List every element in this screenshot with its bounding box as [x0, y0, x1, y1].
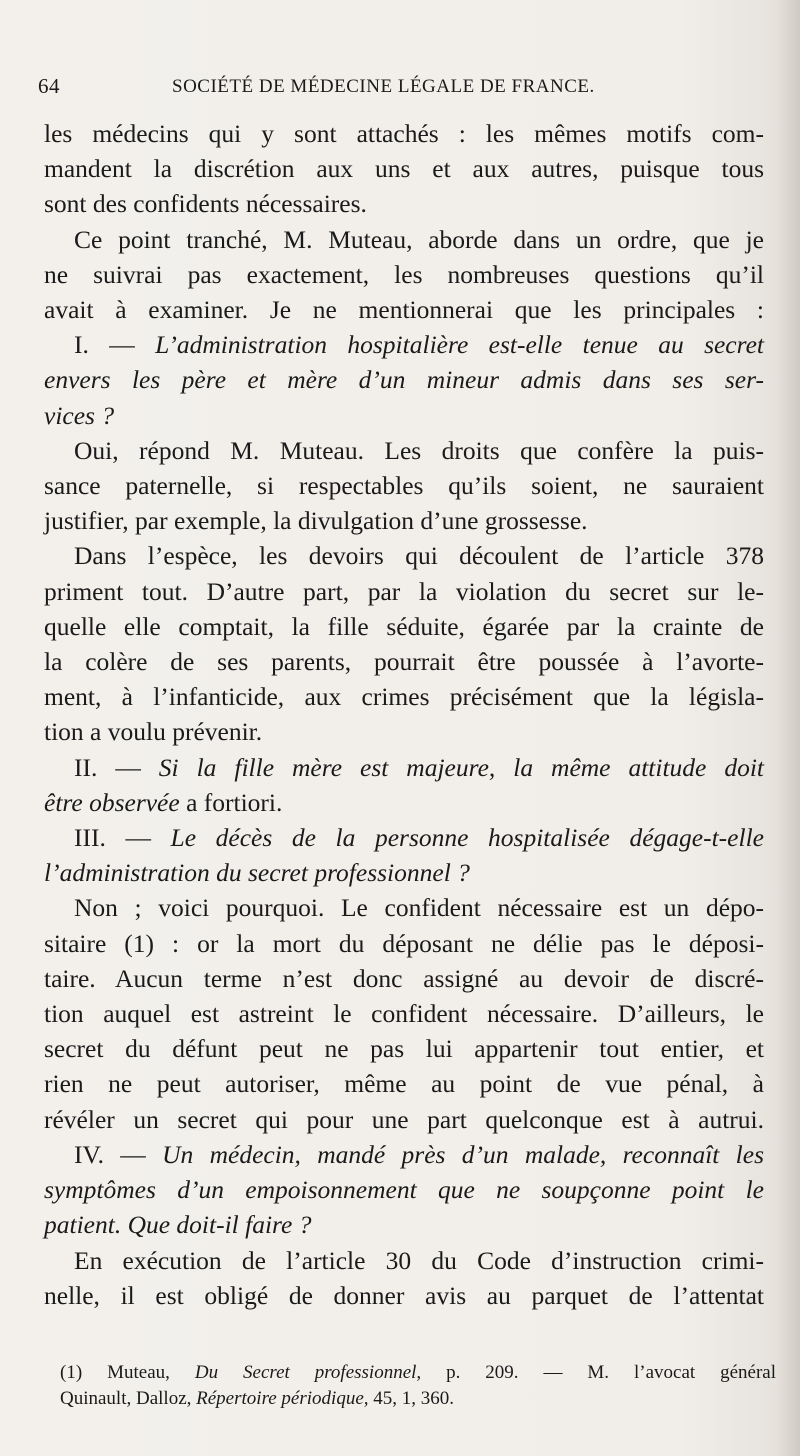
text-line: tion a voulu prévenir.: [44, 717, 263, 747]
text-line: nelle, il est obligé de donner avis au parquet de l’attentat: [44, 1280, 764, 1310]
question-text: Un médecin, mandé près d’un malade, reconnaît les: [162, 1139, 764, 1169]
text-line: les médecins qui y sont attachés : les mêmes motifs com-: [44, 119, 764, 148]
question-text: L’administration hospitalière est-elle tenue au secret: [155, 330, 765, 360]
text-line: ment, à l’infanticide, aux crimes précisément que la législa-: [44, 682, 764, 712]
question-number: IV. —: [74, 1139, 163, 1169]
page-header: [38, 74, 760, 104]
footnotes: [60, 1360, 776, 1412]
footnote-ref: p. 209. — M. l’avocat général: [421, 1362, 777, 1383]
page-number: 64: [38, 74, 60, 98]
text-line: symptômes d’un empoisonnement que ne soupçonne point le: [44, 1175, 764, 1205]
question-number: I. —: [74, 330, 156, 360]
text-line: En exécution de l’article 30 du Code d’instruction crimi-: [74, 1245, 764, 1275]
footnote-line: [60, 1360, 776, 1386]
body-text: [44, 116, 764, 1313]
text-line: Non ; voici pourquoi. Le confident nécessaire est un dépo-: [74, 893, 764, 923]
text-line: quelle elle comptait, la fille séduite, égarée par la crainte de: [44, 611, 764, 641]
text-line: justifier, par exemple, la divulgation d’une grossesse.: [44, 506, 588, 536]
text-line: taire. Aucun terme n’est donc assigné au devoir de discré-: [44, 963, 764, 993]
text-line: [44, 1137, 764, 1172]
text-line: sont des confidents nécessaires.: [44, 189, 367, 219]
text-line: rien ne peut autoriser, même au point de vue pénal, à: [44, 1069, 764, 1099]
text-line: [44, 820, 764, 855]
question-number: II. —: [74, 752, 159, 782]
text-line: avait à examiner. Je ne mentionnerai que les principales :: [44, 295, 764, 325]
footnote-marker: (1): [60, 1362, 83, 1383]
footnote-title: Du Secret professionnel,: [194, 1362, 422, 1383]
text-line: [44, 327, 764, 362]
question-number: III. —: [74, 823, 171, 853]
latin-phrase: a fortiori.: [186, 787, 283, 817]
text-line: sitaire (1) : or la mort du déposant ne délie pas le déposi-: [44, 928, 764, 958]
question-text: être observée: [44, 787, 187, 817]
text-line: secret du défunt peut ne pas lui appartenir tout entier, et: [44, 1034, 764, 1064]
footnote-line: [60, 1386, 776, 1412]
footnote-source: Quinault, Dalloz,: [60, 1388, 197, 1409]
footnote-citation: 45, 1, 360.: [368, 1388, 455, 1409]
text-line: Ce point tranché, M. Muteau, aborde dans un ordre, que je: [74, 224, 764, 254]
footnote-periodical: Répertoire périodique,: [196, 1388, 369, 1409]
text-line: l’administration du secret professionnel ?: [44, 858, 470, 888]
text-line: la colère de ses parents, pourrait être poussée à l’avorte-: [44, 647, 764, 677]
text-line: ne suivrai pas exactement, les nombreuses questions qu’il: [44, 259, 764, 289]
running-title: SOCIÉTÉ DE MÉDECINE LÉGALE DE FRANCE.: [172, 76, 595, 97]
footnote-author: Muteau,: [107, 1362, 170, 1383]
text-line: patient. Que doit-il faire ?: [44, 1210, 312, 1240]
text-line: [44, 750, 764, 785]
question-text: Le décès de la personne hospitalisée dégage-t-elle: [170, 823, 764, 853]
text-line: envers les père et mère d’un mineur admis dans ses ser-: [44, 365, 764, 395]
text-line: vices ?: [44, 400, 115, 430]
text-line: Dans l’espèce, les devoirs qui découlent de l’article 378: [74, 541, 764, 571]
text-line: tion auquel est astreint le confident nécessaire. D’ailleurs, le: [44, 999, 764, 1029]
question-text: Si la fille mère est majeure, la même attitude doit: [158, 752, 764, 782]
text-line: Oui, répond M. Muteau. Les droits que confère la puis-: [74, 435, 764, 465]
text-line: priment tout. D’autre part, par la violation du secret sur le-: [44, 576, 764, 606]
text-line: révéler un secret qui pour une part quelconque est à autrui.: [44, 1104, 764, 1134]
text-line: mandent la discrétion aux uns et aux autres, puisque tous: [44, 154, 764, 184]
text-line: [44, 785, 764, 820]
text-line: sance paternelle, si respectables qu’ils soient, ne sauraient: [44, 471, 764, 501]
